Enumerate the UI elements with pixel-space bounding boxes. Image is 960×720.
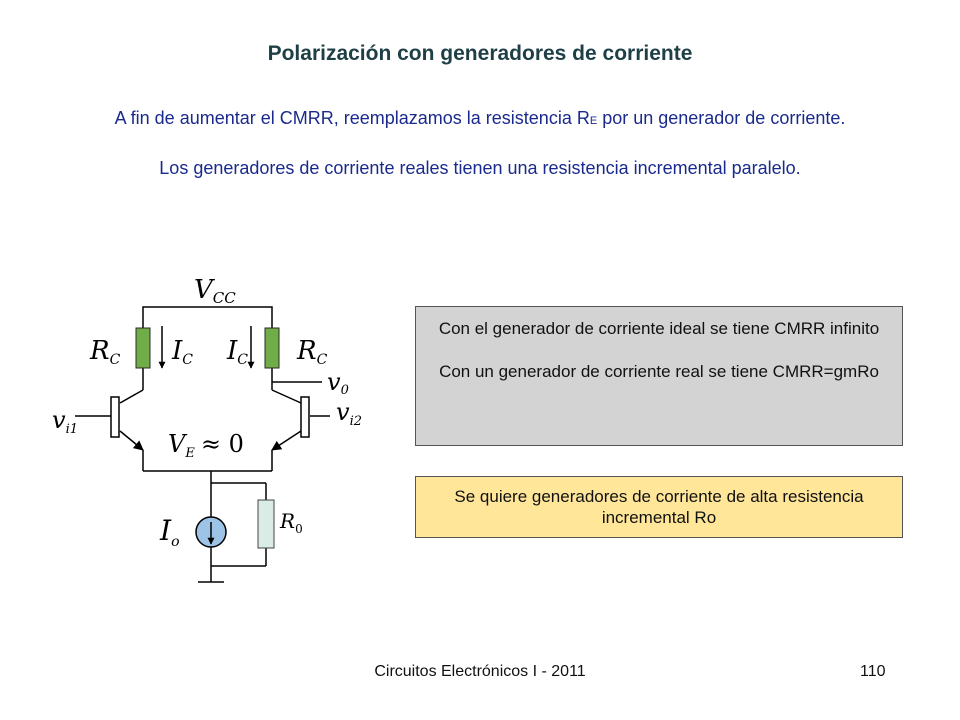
high-resistance-note-box: Se quiere generadores de corriente de alta resistencia incremental Ro	[415, 476, 903, 538]
current-source-io	[196, 517, 226, 547]
ideal-vs-real-box	[415, 306, 903, 446]
resistor-r0	[258, 500, 274, 548]
label-rc-left: RC	[90, 336, 121, 368]
page-number: 110	[860, 663, 886, 680]
label-vi1: $v_{i1}$	[52, 406, 78, 437]
transistor-q2	[272, 397, 309, 450]
label-vcc: VCC	[194, 275, 236, 307]
resistor-rc-right	[265, 328, 279, 368]
intro-line-1-pre: A fin de aumentar el CMRR, reemplazamos la resistencia R	[114, 108, 590, 128]
label-vi2: $v_{i2}$	[336, 398, 362, 429]
label-rc-right: RC	[297, 336, 328, 368]
intro-line-2: Los generadores de corriente reales tienen una resistencia incremental paralelo.	[159, 158, 801, 178]
intro-line-1-subscript: E	[589, 115, 598, 127]
slide-title: Polarización con generadores de corriente	[267, 42, 693, 65]
label-io: $I_o$	[160, 514, 180, 550]
label-ic-left: IC	[172, 336, 193, 368]
label-r0: $R_0$	[280, 509, 303, 536]
resistor-rc-left	[136, 328, 150, 368]
real-source-note: Con un generador de corriente real se tiene CMRR=gmRo	[439, 362, 879, 381]
label-ic-right: IC	[227, 336, 248, 368]
label-v0: v0	[327, 368, 349, 398]
transistor-q1	[111, 397, 143, 450]
intro-line-1-post: por un generador de corriente.	[597, 108, 846, 128]
label-ve: $V_E \approx 0$	[168, 430, 244, 461]
footer-course: Circuitos Electrónicos I - 2011	[374, 663, 586, 680]
ideal-source-note: Con el generador de corriente ideal se tiene CMRR infinito	[438, 319, 880, 338]
